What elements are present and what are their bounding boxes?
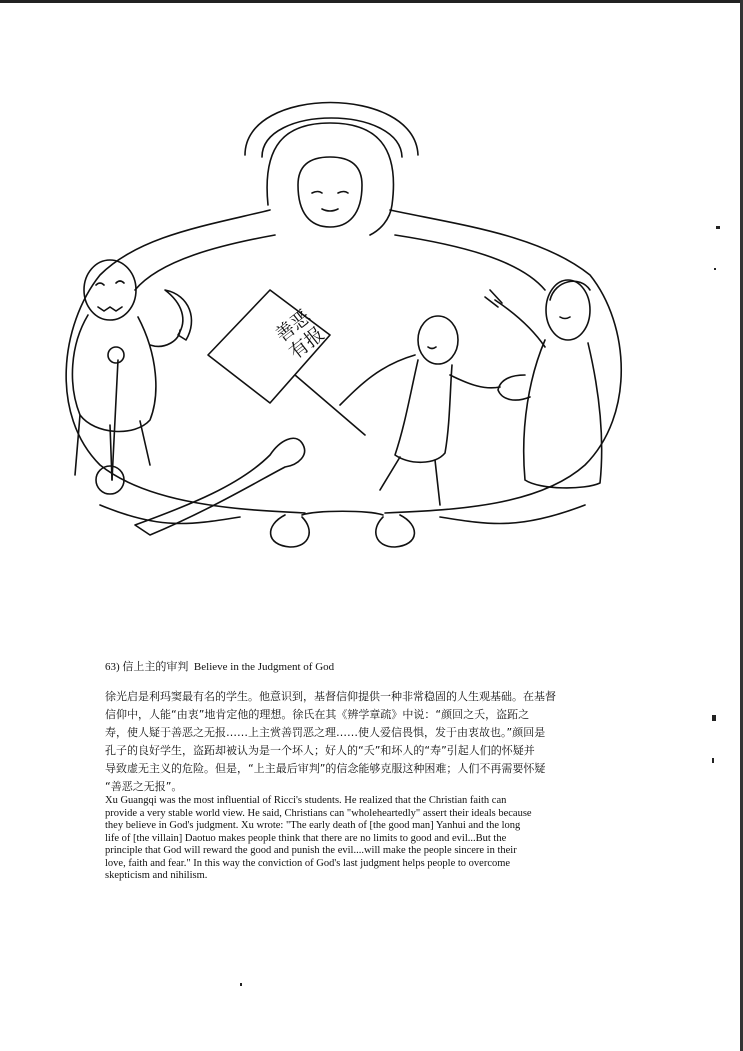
caption-number: 63) [105,661,120,673]
figure-caption [105,660,645,674]
en-line: they believe in God's judgment. Xu wrote: "The early death of [the good man] Yanhui and the long [105,820,521,831]
scan-speck [240,983,242,986]
scholar-raised-arm [495,300,545,347]
child-body [340,355,452,462]
scan-border-top [0,0,743,3]
villain-body [72,315,155,431]
knife [165,290,191,340]
god-hood [267,123,393,235]
caption-title-en: Believe in the Judgment of God [193,661,335,673]
caption-title-zh: 信上主的审判 [122,660,189,673]
en-line: life of [the villain] Daotuo makes people think that there are no limits to good and evil...But the [105,832,507,844]
zh-line: 信仰中，人能“由衷”地肯定他的理想。徐氏在其《辨学章疏》中说：“颜回之夭，盗跖之 [105,708,530,721]
god-face [298,157,362,227]
zh-line: 徐光启是利玛窦最有名的学生。他意识到，基督信仰提供一种非常稳固的人生观基础。在基督 [105,690,556,703]
en-line: love, faith and fear." In this way the conviction of God's last judgment helps people to overcome [105,857,511,869]
child-head [418,316,458,364]
scan-speck [716,226,720,229]
club [112,360,118,480]
villain-head [84,260,136,320]
en-line: principle that God will reward the good and punish the evil....will make the people sincere in their [105,845,517,856]
sign-char-3: 有 [285,334,314,364]
en-line: Xu Guangqi was the most influential of Ricci's students. He realized that the Christian faith can [105,795,507,806]
zh-line: 寿，使人疑于善恶之无报……上主赏善罚恶之理……使人爱信畏惧，发于由衷故也。”颜回是 [105,726,546,739]
sign-char-1: 善 [271,317,300,347]
zh-line: “善恶之无报”。 [105,780,183,793]
zh-line: 孔子的良好学生，盗跖却被认为是一个坏人；好人的“夭”和坏人的“寿”引起人们的怀疑并 [105,744,535,757]
scan-speck [712,715,716,721]
scan-speck [714,268,716,270]
scholar-open-hand [498,375,530,400]
english-paragraph [105,795,630,883]
halo [245,103,418,156]
scan-speck [712,758,714,763]
scholar-robe [524,340,602,488]
chinese-paragraph [105,688,630,796]
en-line: provide a very stable world view. He said, Christians can "wholeheartedly" assert their ideals because [105,807,532,819]
sign-char-4: 报 [299,323,329,353]
scholar-head [546,280,590,340]
zh-line: 导致虚无主义的危险。但是，“上主最后审判”的信念能够克服这种困难；人们不再需要怀疑 [105,762,546,775]
god-feet [271,515,310,547]
en-line: skepticism and nihilism. [105,870,208,881]
sign-char-2: 恶 [286,305,315,335]
god-inner-line [135,235,275,290]
